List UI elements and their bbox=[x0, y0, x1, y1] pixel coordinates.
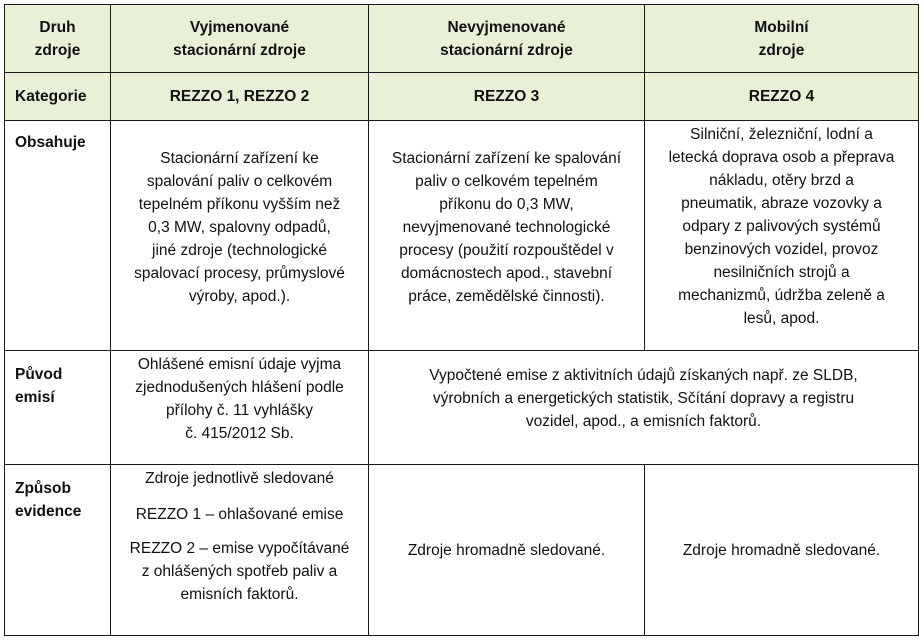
header-druh-zdroje bbox=[5, 5, 111, 73]
puvod-col1 bbox=[111, 351, 369, 465]
header-col1-line1: Vyjmenované bbox=[189, 18, 290, 36]
obsahuje-col3 bbox=[645, 121, 919, 351]
zpusob-row bbox=[5, 465, 919, 636]
header-mobilni bbox=[645, 5, 919, 73]
obsahuje-col3-line: odpary z palivových systémů bbox=[682, 218, 881, 235]
zpusob-col1-c bbox=[117, 537, 362, 606]
puvod-col1-line: Ohlášené emisní údaje vyjma bbox=[137, 356, 342, 373]
zpusob-label-line1: Způsob bbox=[15, 480, 71, 497]
obsahuje-col2-line: práce, zemědělské činnosti). bbox=[408, 288, 605, 305]
obsahuje-col1-line: výroby, apod.). bbox=[188, 288, 291, 305]
header-nevyjmenovane bbox=[369, 5, 645, 73]
zpusob-col1 bbox=[111, 465, 369, 636]
header-col1-line2: stacionární zdroje bbox=[173, 41, 306, 59]
zpusob-col1-a: Zdroje jednotlivě sledované bbox=[145, 470, 334, 487]
puvod-col1-line: č. 415/2012 Sb. bbox=[185, 425, 294, 442]
zpusob-col1-c-line: z ohlášených spotřeb paliv a bbox=[141, 563, 338, 580]
header-col3-line1: Mobilní bbox=[754, 18, 809, 36]
kategorie-col3: REZZO 4 bbox=[645, 73, 919, 121]
obsahuje-col3-line: mechanizmů, údržba zeleně a bbox=[678, 287, 885, 304]
kategorie-col1: REZZO 1, REZZO 2 bbox=[111, 73, 369, 121]
kategorie-col2: REZZO 3 bbox=[369, 73, 645, 121]
obsahuje-col2-line: Stacionární zařízení ke spalování bbox=[391, 150, 622, 167]
puvod-col23-line: Vypočtené emise z aktivitních údajů získaných např. ze SLDB, bbox=[429, 367, 858, 384]
puvod-label bbox=[5, 351, 111, 465]
puvod-label-line2: emisí bbox=[15, 389, 55, 406]
header-row bbox=[5, 5, 919, 73]
kategorie-label: Kategorie bbox=[5, 73, 111, 121]
obsahuje-row bbox=[5, 121, 919, 351]
obsahuje-col2 bbox=[369, 121, 645, 351]
obsahuje-col2-line: příkonu do 0,3 MW, bbox=[439, 196, 574, 213]
zpusob-col1-c-line: REZZO 2 – emise vypočítávané bbox=[129, 540, 350, 557]
obsahuje-col3-line: benzinových vozidel, provoz bbox=[684, 241, 879, 258]
obsahuje-col3-line: lesů, apod. bbox=[743, 310, 820, 327]
zpusob-col2: Zdroje hromadně sledované. bbox=[369, 465, 645, 636]
puvod-label-line1: Původ bbox=[15, 366, 63, 383]
kategorie-row bbox=[5, 73, 919, 121]
zpusob-col1-c-line: emisních faktorů. bbox=[180, 586, 299, 603]
zpusob-label-line2: evidence bbox=[15, 503, 82, 520]
puvod-col1-line: zjednodušených hlášení podle bbox=[135, 379, 344, 396]
obsahuje-col1-line: jiné zdroje (technologické bbox=[152, 242, 327, 259]
header-col3-line2: zdroje bbox=[758, 41, 805, 59]
puvod-col1-line: přílohy č. 11 vyhlášky bbox=[165, 402, 314, 419]
puvod-col23-line: výrobních a energetických statistik, Sčítání dopravy a registru bbox=[432, 390, 855, 407]
obsahuje-col1-line: spalovací procesy, průmyslové bbox=[134, 265, 345, 282]
obsahuje-col3-line: Silniční, železniční, lodní a bbox=[690, 126, 873, 143]
obsahuje-col1-line: 0,3 MW, spalovny odpadů, bbox=[148, 219, 331, 236]
obsahuje-col2-line: domácnostech apod., stavební bbox=[400, 265, 613, 282]
obsahuje-col2-line: paliv o celkovém tepelném bbox=[415, 173, 598, 190]
obsahuje-col1 bbox=[111, 121, 369, 351]
header-vyjmenovane bbox=[111, 5, 369, 73]
puvod-col23 bbox=[369, 351, 919, 465]
zpusob-col1-b: REZZO 1 – ohlašované emise bbox=[135, 506, 344, 523]
puvod-col23-line: vozidel, apod., a emisních faktorů. bbox=[525, 413, 762, 430]
obsahuje-col1-line: Stacionární zařízení ke bbox=[160, 150, 319, 167]
obsahuje-col3-line: pneumatik, abraze vozovky a bbox=[681, 195, 882, 212]
obsahuje-col1-line: tepelném příkonu vyšším než bbox=[138, 196, 341, 213]
obsahuje-col2-line: nevyjmenované technologické bbox=[402, 219, 611, 236]
obsahuje-col2-line: procesy (použití rozpouštědel v bbox=[399, 242, 614, 259]
zpusob-col3: Zdroje hromadně sledované. bbox=[645, 465, 919, 636]
puvod-row bbox=[5, 351, 919, 465]
header-druh-line2: zdroje bbox=[34, 41, 81, 59]
zpusob-label bbox=[5, 465, 111, 636]
obsahuje-label: Obsahuje bbox=[5, 121, 111, 351]
header-druh-line1: Druh bbox=[39, 18, 76, 36]
header-col2-line2: stacionární zdroje bbox=[440, 41, 573, 59]
obsahuje-col3-line: nákladu, otěry brzd a bbox=[709, 172, 854, 189]
emission-sources-table bbox=[4, 4, 919, 636]
header-col2-line1: Nevyjmenované bbox=[447, 18, 566, 36]
obsahuje-col3-line: letecká doprava osob a přeprava bbox=[668, 149, 895, 166]
obsahuje-col3-line: nesilničních strojů a bbox=[713, 264, 850, 281]
obsahuje-col1-line: spalování paliv o celkovém bbox=[146, 173, 333, 190]
